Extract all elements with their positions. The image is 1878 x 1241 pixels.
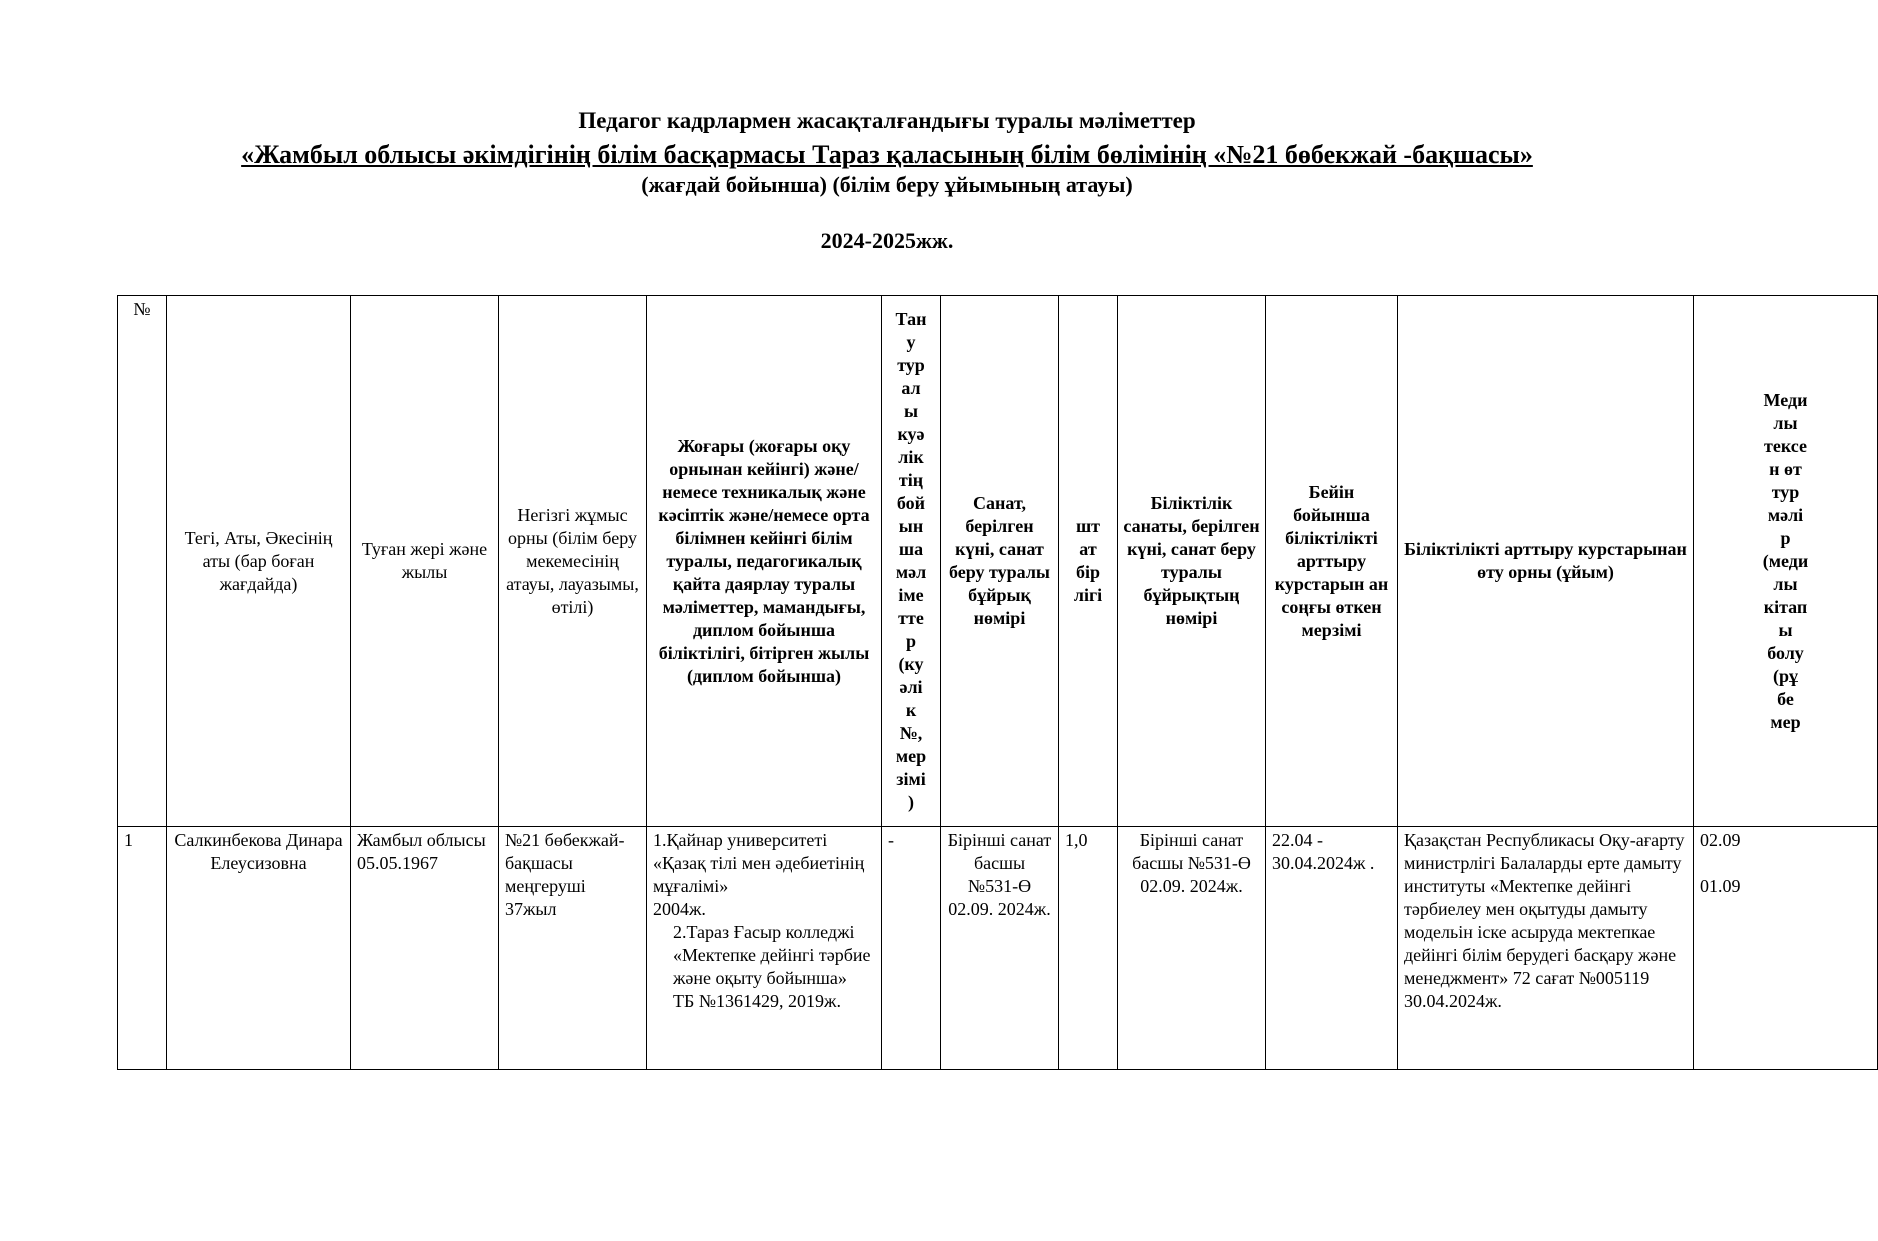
cell-education xyxy=(647,827,882,1070)
header-certificate: Тан у тур ал ы куә лік тің бой ын ша мәл іме тте р (ку әлі к №, мер зімі ) xyxy=(882,296,941,827)
education-item-1: 1.Қайнар университеті «Қазақ тілі мен әдебиетінің мұғалімі» xyxy=(653,830,865,896)
cell-profile-course: 22.04 - 30.04.2024ж . xyxy=(1266,827,1398,1070)
header-name: Тегі, Аты, Әкесінің аты (бар боған жағдайда) xyxy=(167,296,351,827)
header-staff: шт ат бір лігі xyxy=(1059,296,1118,827)
header-course-place: Біліктілікті арттыру курстарынан өту орны (ұйым) xyxy=(1398,296,1694,827)
header-num: № xyxy=(118,296,167,827)
education-item-1-year: 2004ж. xyxy=(653,899,706,919)
cell-qualification: Бірінші санат басшы №531-Ө 02.09. 2024ж. xyxy=(1118,827,1266,1070)
header-profile-course: Бейін бойынша біліктілікті арттыру курстарын ан соңғы өткен мерзімі xyxy=(1266,296,1398,827)
table-header-row xyxy=(118,296,1878,827)
academic-year: 2024-2025жж. xyxy=(820,228,954,253)
organization-subtitle: (жағдай бойынша) (білім беру ұйымының атауы) xyxy=(641,172,1133,197)
cell-name: Салкинбекова Динара Елеусизовна xyxy=(167,827,351,1070)
header-qualification: Біліктілік санаты, берілген күні, санат беру туралы бұйрықтың нөмірі xyxy=(1118,296,1266,827)
header-birth: Туған жері және жылы xyxy=(351,296,499,827)
cell-course-place: Қазақстан Республикасы Оқу-ағарту министрлігі Балаларды ерте дамыту институты «Мектепке дейінгі тәрбиелеу мен оқытуды дамыту модельін іске асыруда мектепкае дейінгі білім берудегі басқару және менеджмент» 72 сағат №005119 30.04.2024ж. xyxy=(1398,827,1694,1070)
cell-work: №21 бөбекжай-бақшасы меңгеруші 37жыл xyxy=(499,827,647,1070)
header-medical: Меди лы тексе н өт тур мәлі р (меди лы кітап ы болу (рұ бе мер xyxy=(1694,296,1878,827)
page-title: Педагог кадрлармен жасақталғандығы туралы мәліметтер xyxy=(578,108,1196,133)
cell-staff: 1,0 xyxy=(1059,827,1118,1070)
education-item-2-diploma: ТБ №1361429, 2019ж. xyxy=(673,991,841,1011)
organization-name: «Жамбыл облысы әкімдігінің білім басқармасы Тараз қаласының білім бөлімінің «№21 бөбекжай -бақшасы» xyxy=(241,140,1533,169)
education-item-2: 2.Тараз Ғасыр колледжі «Мектепке дейінгі тәрбие және оқыту бойынша» xyxy=(673,922,871,988)
staff-table xyxy=(117,295,1878,1070)
header-education: Жоғары (жоғары оқу орнынан кейінгі) және/немесе техникалық және кәсіптік және/немесе орта білімнен кейінгі білім туралы, педагогикалық қайта даярлау туралы мәліметтер, мамандығы, диплом бойынша біліктілігі, бітірген жылы (диплом бойынша) xyxy=(647,296,882,827)
header-work: Негізгі жұмыс орны (білім беру мекемесінің атауы, лауазымы, өтілі) xyxy=(499,296,647,827)
cell-num: 1 xyxy=(118,827,167,1070)
table-row xyxy=(118,827,1878,1070)
cell-medical: 02.09 01.09 xyxy=(1694,827,1878,1070)
cell-certificate: - xyxy=(882,827,941,1070)
cell-category: Бірінші санат басшы №531-Ө 02.09. 2024ж. xyxy=(941,827,1059,1070)
cell-birth: Жамбыл облысы 05.05.1967 xyxy=(351,827,499,1070)
header-category: Санат, берілген күні, санат беру туралы бұйрық нөмірі xyxy=(941,296,1059,827)
